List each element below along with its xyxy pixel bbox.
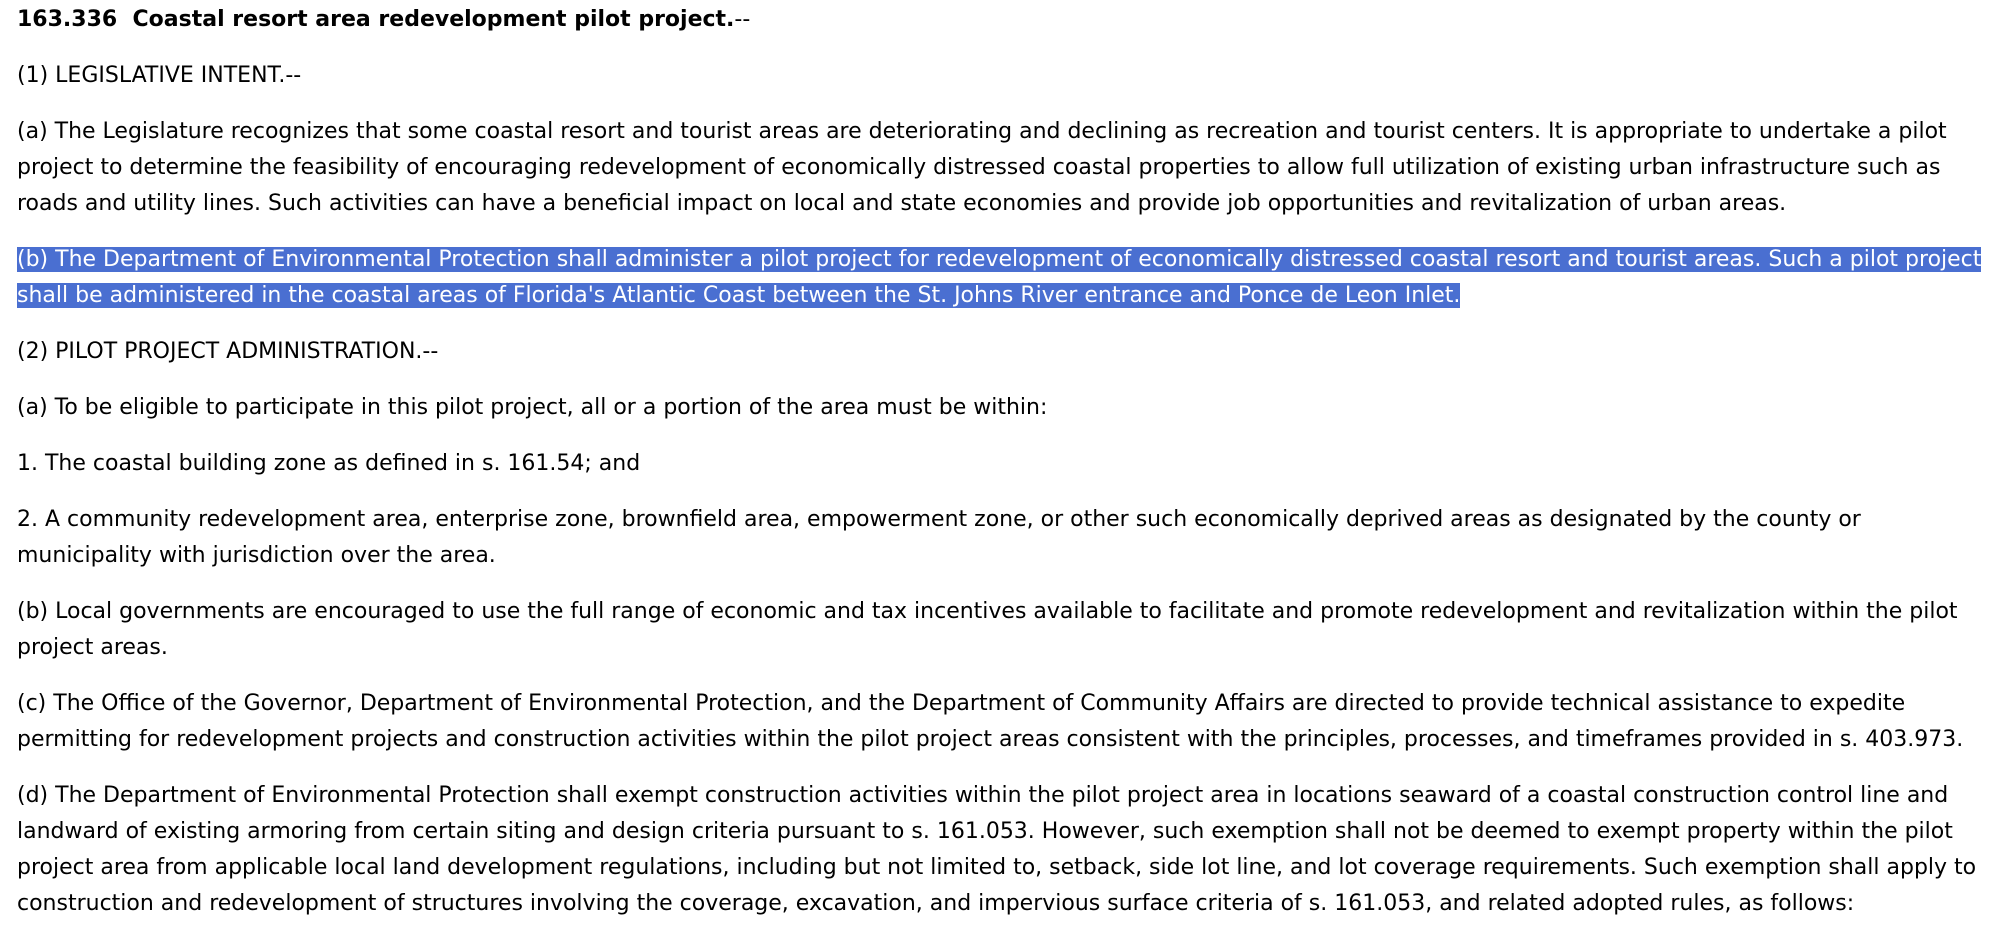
paragraph-2a-2[interactable]: 2. A community redevelopment area, enterprise zone, brownfield area, empowerment zone, or other such economically deprived areas as designated by the county or municipality with jurisdiction over the area. bbox=[17, 507, 1861, 568]
paragraph-2c[interactable]: (c) The Office of the Governor, Department of Environmental Protection, and the Department of Community Affairs are directed to provide technical assistance to expedite permitting for redevelopment projects and construction activities within the pilot project areas consistent with the principles, processes, and timeframes provided in s. 403.973. bbox=[17, 691, 1964, 752]
section-title: Coastal resort area redevelopment pilot project. bbox=[132, 7, 735, 32]
section-number: 163.336 bbox=[17, 7, 118, 32]
paragraph-1a[interactable]: (a) The Legislature recognizes that some coastal resort and tourist areas are deteriorating and declining as recreation and tourist centers. It is appropriate to undertake a pilot project to determine the feasibility of encouraging redevelopment of economically distressed coastal properties to allow full utilization of existing urban infrastructure such as roads and utility lines. Such activities can have a beneficial impact on local and state economies and provide job opportunities and revitalization of urban areas. bbox=[17, 119, 1947, 216]
paragraph-2d[interactable]: (d) The Department of Environmental Protection shall exempt construction activities within the pilot project area in locations seaward of a coastal construction control line and landward of existing armoring from certain siting and design criteria pursuant to s. 161.053. However, such exemption shall not be deemed to exempt property within the pilot project area from applicable local land development regulations, including but not limited to, setback, side lot line, and lot coverage requirements. Such exemption shall apply to construction and redevelopment of structures involving the coverage, excavation, and impervious surface criteria of s. 161.053, and related adopted rules, as follows: bbox=[17, 783, 1977, 916]
paragraph-pilot-project-administration[interactable]: (2) PILOT PROJECT ADMINISTRATION.-- bbox=[17, 339, 439, 364]
section-heading bbox=[17, 2, 1988, 38]
selected-text[interactable]: (b) The Department of Environmental Protection shall administer a pilot project for redevelopment of economically distressed coastal resort and tourist areas. Such a pilot project shall be administered in the coastal areas of Florida's Atlantic Coast between the St. Johns River entrance and Ponce de Leon Inlet. bbox=[17, 247, 1982, 308]
paragraph-2a-1[interactable]: 1. The coastal building zone as defined in s. 161.54; and bbox=[17, 451, 641, 476]
paragraph-2b[interactable]: (b) Local governments are encouraged to use the full range of economic and tax incentives available to facilitate and promote redevelopment and revitalization within the pilot project areas. bbox=[17, 599, 1958, 660]
paragraph-2a[interactable]: (a) To be eligible to participate in this pilot project, all or a portion of the area must be within: bbox=[17, 395, 1048, 420]
paragraph-legislative-intent[interactable]: (1) LEGISLATIVE INTENT.-- bbox=[17, 63, 302, 88]
paragraph-1b-selected[interactable] bbox=[17, 242, 1988, 314]
section-title-suffix: -- bbox=[734, 7, 751, 32]
